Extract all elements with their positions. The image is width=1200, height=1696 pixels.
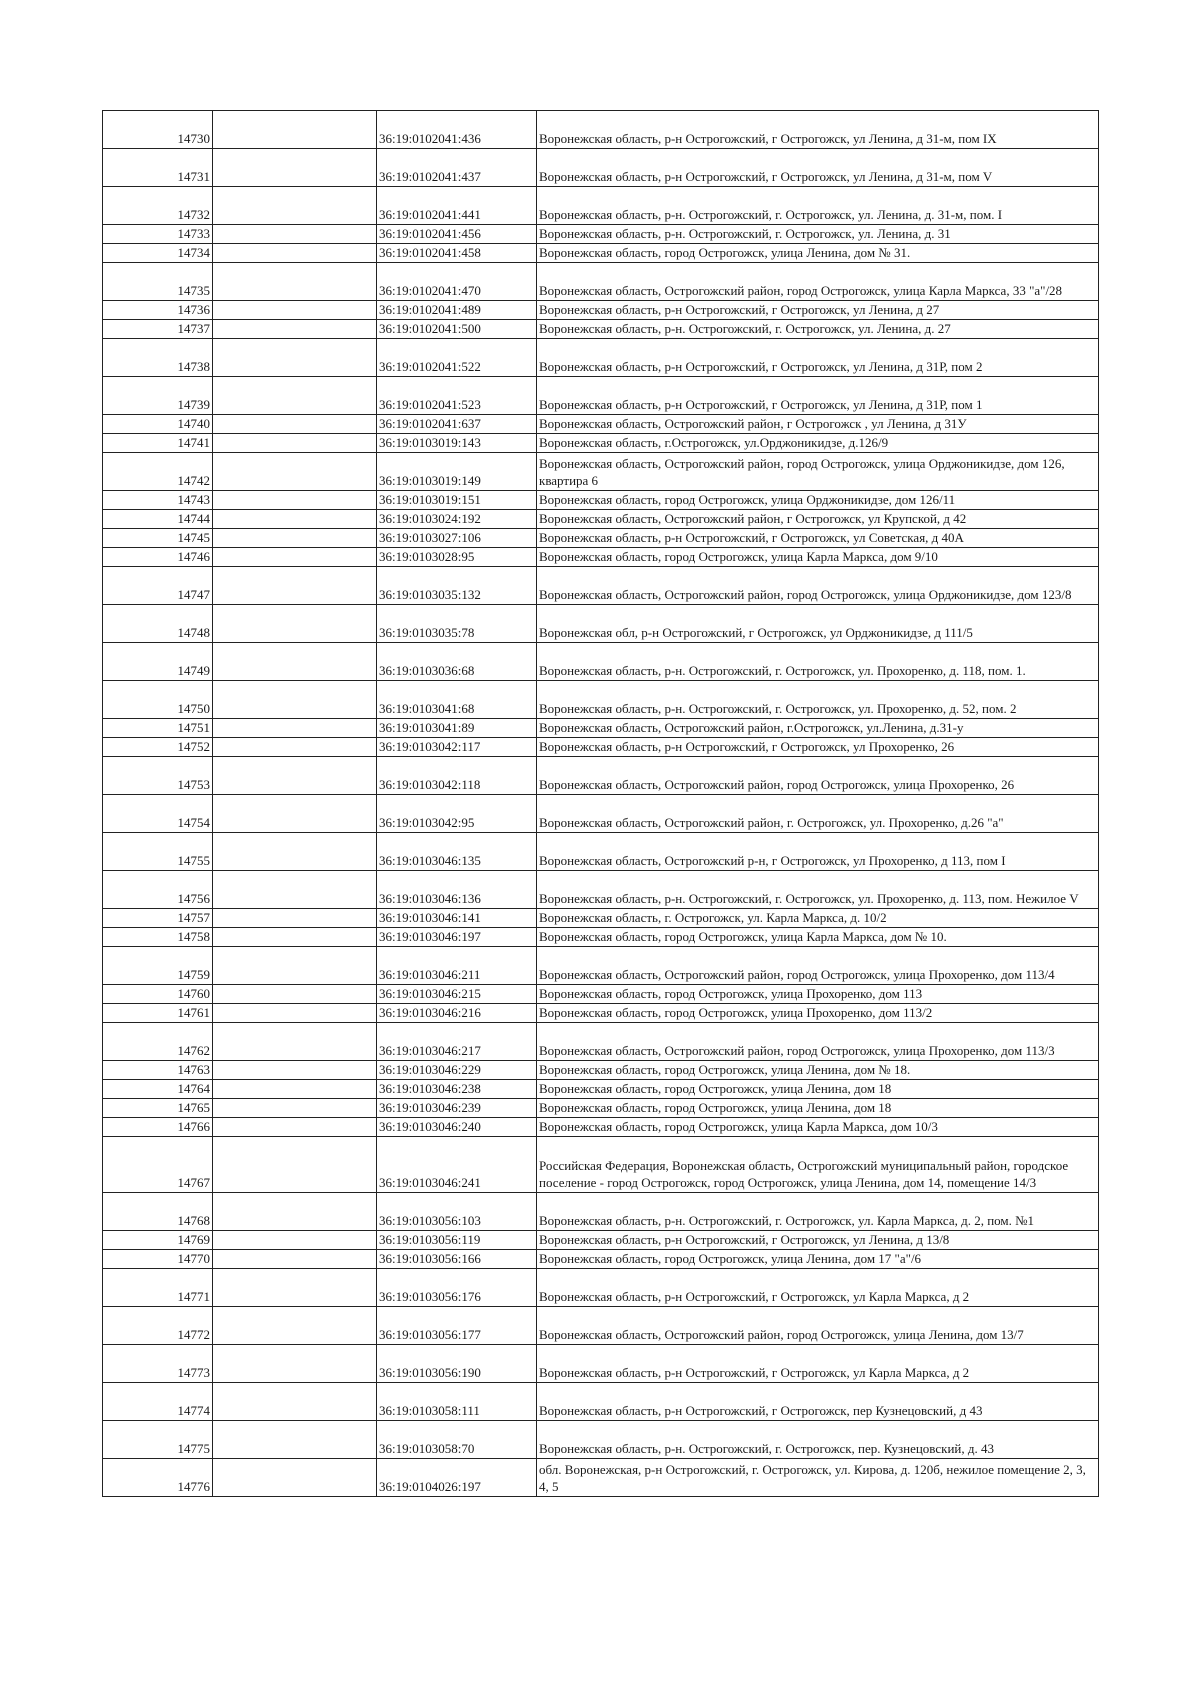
table-row: [103, 833, 1099, 871]
cadastral-number-cell: 36:19:0103056:103: [377, 1193, 537, 1231]
table-row: [103, 491, 1099, 510]
cadastral-number-cell: 36:19:0102041:500: [377, 320, 537, 339]
cadastral-number-cell: 36:19:0103042:95: [377, 795, 537, 833]
address-cell: Воронежская область, р-н Острогожский, г Острогожск, ул Ленина, д 31Р, пом 1: [537, 377, 1099, 415]
address-cell: Воронежская область, р-н. Острогожский, г. Острогожск, ул. Ленина, д. 31: [537, 225, 1099, 244]
empty-cell: [213, 1231, 377, 1250]
empty-cell: [213, 149, 377, 187]
row-number-cell: 14773: [103, 1345, 213, 1383]
row-number-cell: 14772: [103, 1307, 213, 1345]
cadastral-number-cell: 36:19:0102041:441: [377, 187, 537, 225]
cadastral-number-cell: 36:19:0102041:456: [377, 225, 537, 244]
address-cell: Воронежская область, город Острогожск, улица Ленина, дом № 31.: [537, 244, 1099, 263]
address-cell: Воронежская область, г. Острогожск, ул. Карла Маркса, д. 10/2: [537, 909, 1099, 928]
row-number-cell: 14731: [103, 149, 213, 187]
table-row: [103, 1307, 1099, 1345]
row-number-cell: 14740: [103, 415, 213, 434]
row-number-cell: 14767: [103, 1137, 213, 1193]
cadastral-number-cell: 36:19:0103035:78: [377, 605, 537, 643]
table-row: [103, 1250, 1099, 1269]
address-cell: Воронежская область, Острогожский район, город Острогожск, улица Орджоникидзе, дом 126, квартира 6: [537, 453, 1099, 491]
row-number-cell: 14733: [103, 225, 213, 244]
table-row: [103, 187, 1099, 225]
address-cell: Воронежская область, р-н Острогожский, г Острогожск, ул Ленина, д 27: [537, 301, 1099, 320]
empty-cell: [213, 529, 377, 548]
empty-cell: [213, 187, 377, 225]
cadastral-number-cell: 36:19:0102041:523: [377, 377, 537, 415]
cadastral-number-cell: 36:19:0102041:458: [377, 244, 537, 263]
empty-cell: [213, 1250, 377, 1269]
row-number-cell: 14744: [103, 510, 213, 529]
address-cell: Воронежская область, город Острогожск, улица Карла Маркса, дом 9/10: [537, 548, 1099, 567]
cadastral-number-cell: 36:19:0102041:489: [377, 301, 537, 320]
row-number-cell: 14775: [103, 1421, 213, 1459]
cadastral-number-cell: 36:19:0103036:68: [377, 643, 537, 681]
address-cell: Воронежская область, р-н. Острогожский, г. Острогожск, пер. Кузнецовский, д. 43: [537, 1421, 1099, 1459]
address-cell: Воронежская область, город Острогожск, улица Ленина, дом 18: [537, 1080, 1099, 1099]
empty-cell: [213, 1099, 377, 1118]
address-cell: Воронежская область, город Острогожск, улица Прохоренко, дом 113/2: [537, 1004, 1099, 1023]
table-row: [103, 244, 1099, 263]
row-number-cell: 14769: [103, 1231, 213, 1250]
table-row: [103, 301, 1099, 320]
empty-cell: [213, 567, 377, 605]
address-cell: Воронежская область, р-н Острогожский, г Острогожск, ул Прохоренко, 26: [537, 738, 1099, 757]
empty-cell: [213, 1118, 377, 1137]
address-cell: Воронежская область, р-н Острогожский, г Острогожск, ул Советская, д 40А: [537, 529, 1099, 548]
row-number-cell: 14737: [103, 320, 213, 339]
row-number-cell: 14748: [103, 605, 213, 643]
cadastral-number-cell: 36:19:0103041:89: [377, 719, 537, 738]
address-cell: Воронежская область, р-н Острогожский, г Острогожск, ул Ленина, д 31Р, пом 2: [537, 339, 1099, 377]
empty-cell: [213, 1137, 377, 1193]
address-cell: Воронежская область, Острогожский район, г Острогожск, ул Крупской, д 42: [537, 510, 1099, 529]
address-cell: Воронежская область, город Острогожск, улица Ленина, дом № 18.: [537, 1061, 1099, 1080]
row-number-cell: 14758: [103, 928, 213, 947]
cadastral-number-cell: 36:19:0103046:216: [377, 1004, 537, 1023]
empty-cell: [213, 339, 377, 377]
row-number-cell: 14752: [103, 738, 213, 757]
empty-cell: [213, 434, 377, 453]
address-cell: Воронежская область, р-н Острогожский, г Острогожск, ул Ленина, д 13/8: [537, 1231, 1099, 1250]
empty-cell: [213, 757, 377, 795]
table-row: [103, 339, 1099, 377]
row-number-cell: 14754: [103, 795, 213, 833]
address-cell: Воронежская обл, р-н Острогожский, г Острогожск, ул Орджоникидзе, д 111/5: [537, 605, 1099, 643]
address-cell: Воронежская область, город Острогожск, улица Орджоникидзе, дом 126/11: [537, 491, 1099, 510]
empty-cell: [213, 928, 377, 947]
table-row: [103, 510, 1099, 529]
cadastral-number-cell: 36:19:0103056:119: [377, 1231, 537, 1250]
row-number-cell: 14761: [103, 1004, 213, 1023]
cadastral-number-cell: 36:19:0102041:436: [377, 111, 537, 149]
address-cell: Воронежская область, Острогожский р-н, г Острогожск, ул Прохоренко, д 113, пом I: [537, 833, 1099, 871]
registry-table: [102, 110, 1099, 1497]
row-number-cell: 14749: [103, 643, 213, 681]
address-cell: Воронежская область, р-н. Острогожский, г. Острогожск, ул. Ленина, д. 31-м, пом. I: [537, 187, 1099, 225]
row-number-cell: 14732: [103, 187, 213, 225]
address-cell: Воронежская область, р-н. Острогожский, г. Острогожск, ул. Прохоренко, д. 113, пом. Нежилое V: [537, 871, 1099, 909]
cadastral-number-cell: 36:19:0103058:70: [377, 1421, 537, 1459]
address-cell: Воронежская область, город Острогожск, улица Ленина, дом 17 "а"/6: [537, 1250, 1099, 1269]
address-cell: Воронежская область, Острогожский район, г.Острогожск, ул.Ленина, д.31-у: [537, 719, 1099, 738]
address-cell: Воронежская область, город Острогожск, улица Карла Маркса, дом 10/3: [537, 1118, 1099, 1137]
empty-cell: [213, 833, 377, 871]
table-row: [103, 111, 1099, 149]
address-cell: Воронежская область, г.Острогожск, ул.Орджоникидзе, д.126/9: [537, 434, 1099, 453]
row-number-cell: 14766: [103, 1118, 213, 1137]
table-row: [103, 1023, 1099, 1061]
cadastral-number-cell: 36:19:0103046:217: [377, 1023, 537, 1061]
table-row: [103, 529, 1099, 548]
empty-cell: [213, 225, 377, 244]
empty-cell: [213, 1269, 377, 1307]
table-row: [103, 377, 1099, 415]
address-cell: Воронежская область, р-н. Острогожский, г. Острогожск, ул. Ленина, д. 27: [537, 320, 1099, 339]
empty-cell: [213, 1080, 377, 1099]
cadastral-number-cell: 36:19:0103056:190: [377, 1345, 537, 1383]
row-number-cell: 14750: [103, 681, 213, 719]
table-row: [103, 928, 1099, 947]
cadastral-number-cell: 36:19:0102041:637: [377, 415, 537, 434]
table-row: [103, 320, 1099, 339]
address-cell: Воронежская область, Острогожский район, город Острогожск, улица Прохоренко, дом 113/3: [537, 1023, 1099, 1061]
address-cell: Воронежская область, р-н. Острогожский, г. Острогожск, ул. Прохоренко, д. 118, пом. 1.: [537, 643, 1099, 681]
table-row: [103, 757, 1099, 795]
cadastral-number-cell: 36:19:0102041:470: [377, 263, 537, 301]
table-row: [103, 1080, 1099, 1099]
table-row: [103, 871, 1099, 909]
table-row: [103, 719, 1099, 738]
empty-cell: [213, 491, 377, 510]
empty-cell: [213, 1383, 377, 1421]
address-cell: Воронежская область, Острогожский район, город Острогожск, улица Ленина, дом 13/7: [537, 1307, 1099, 1345]
table-row: [103, 1345, 1099, 1383]
table-row: [103, 795, 1099, 833]
row-number-cell: 14765: [103, 1099, 213, 1118]
row-number-cell: 14759: [103, 947, 213, 985]
table-row: [103, 1459, 1099, 1497]
table-row: [103, 1137, 1099, 1193]
row-number-cell: 14736: [103, 301, 213, 320]
cadastral-number-cell: 36:19:0103028:95: [377, 548, 537, 567]
address-cell: Воронежская область, р-н. Острогожский, г. Острогожск, ул. Прохоренко, д. 52, пом. 2: [537, 681, 1099, 719]
cadastral-number-cell: 36:19:0103019:143: [377, 434, 537, 453]
empty-cell: [213, 244, 377, 263]
cadastral-number-cell: 36:19:0103046:197: [377, 928, 537, 947]
table-row: [103, 1004, 1099, 1023]
address-cell: обл. Воронежская, р-н Острогожский, г. Острогожск, ул. Кирова, д. 120б, нежилое помещение 2, 3, 4, 5: [537, 1459, 1099, 1497]
empty-cell: [213, 320, 377, 339]
row-number-cell: 14742: [103, 453, 213, 491]
cadastral-number-cell: 36:19:0102041:522: [377, 339, 537, 377]
empty-cell: [213, 643, 377, 681]
table-row: [103, 548, 1099, 567]
row-number-cell: 14770: [103, 1250, 213, 1269]
empty-cell: [213, 985, 377, 1004]
address-cell: Воронежская область, город Острогожск, улица Карла Маркса, дом № 10.: [537, 928, 1099, 947]
empty-cell: [213, 453, 377, 491]
empty-cell: [213, 1307, 377, 1345]
row-number-cell: 14755: [103, 833, 213, 871]
address-cell: Российская Федерация, Воронежская область, Острогожский муниципальный район, городское поселение - город Острогожск, город Острогожск, улица Ленина, дом 14, помещение 14/3: [537, 1137, 1099, 1193]
empty-cell: [213, 1421, 377, 1459]
empty-cell: [213, 548, 377, 567]
empty-cell: [213, 301, 377, 320]
cadastral-number-cell: 36:19:0103056:176: [377, 1269, 537, 1307]
empty-cell: [213, 1004, 377, 1023]
row-number-cell: 14735: [103, 263, 213, 301]
address-cell: Воронежская область, Острогожский район, город Острогожск, улица Карла Маркса, 33 "а"/28: [537, 263, 1099, 301]
address-cell: Воронежская область, Острогожский район, г Острогожск , ул Ленина, д 31У: [537, 415, 1099, 434]
table-row: [103, 605, 1099, 643]
row-number-cell: 14760: [103, 985, 213, 1004]
cadastral-number-cell: 36:19:0103046:141: [377, 909, 537, 928]
empty-cell: [213, 605, 377, 643]
address-cell: Воронежская область, Острогожский район, г. Острогожск, ул. Прохоренко, д.26 "а": [537, 795, 1099, 833]
cadastral-number-cell: 36:19:0103041:68: [377, 681, 537, 719]
table-row: [103, 643, 1099, 681]
cadastral-number-cell: 36:19:0103056:177: [377, 1307, 537, 1345]
row-number-cell: 14757: [103, 909, 213, 928]
table-row: [103, 149, 1099, 187]
row-number-cell: 14746: [103, 548, 213, 567]
address-cell: Воронежская область, Острогожский район, город Острогожск, улица Прохоренко, 26: [537, 757, 1099, 795]
table-row: [103, 681, 1099, 719]
table-row: [103, 1118, 1099, 1137]
empty-cell: [213, 510, 377, 529]
row-number-cell: 14739: [103, 377, 213, 415]
cadastral-number-cell: 36:19:0103046:238: [377, 1080, 537, 1099]
row-number-cell: 14774: [103, 1383, 213, 1421]
row-number-cell: 14743: [103, 491, 213, 510]
table-row: [103, 415, 1099, 434]
cadastral-number-cell: 36:19:0103056:166: [377, 1250, 537, 1269]
registry-sheet: [102, 110, 1098, 1497]
address-cell: Воронежская область, р-н Острогожский, г Острогожск, ул Карла Маркса, д 2: [537, 1269, 1099, 1307]
row-number-cell: 14753: [103, 757, 213, 795]
empty-cell: [213, 377, 377, 415]
empty-cell: [213, 738, 377, 757]
address-cell: Воронежская область, р-н Острогожский, г Острогожск, ул Карла Маркса, д 2: [537, 1345, 1099, 1383]
cadastral-number-cell: 36:19:0103024:192: [377, 510, 537, 529]
address-cell: Воронежская область, Острогожский район, город Острогожск, улица Прохоренко, дом 113/4: [537, 947, 1099, 985]
table-row: [103, 263, 1099, 301]
row-number-cell: 14751: [103, 719, 213, 738]
cadastral-number-cell: 36:19:0103046:215: [377, 985, 537, 1004]
cadastral-number-cell: 36:19:0103042:118: [377, 757, 537, 795]
row-number-cell: 14734: [103, 244, 213, 263]
row-number-cell: 14771: [103, 1269, 213, 1307]
address-cell: Воронежская область, р-н Острогожский, г Острогожск, ул Ленина, д 31-м, пом V: [537, 149, 1099, 187]
row-number-cell: 14756: [103, 871, 213, 909]
address-cell: Воронежская область, город Острогожск, улица Прохоренко, дом 113: [537, 985, 1099, 1004]
empty-cell: [213, 1345, 377, 1383]
cadastral-number-cell: 36:19:0103046:239: [377, 1099, 537, 1118]
empty-cell: [213, 1061, 377, 1080]
row-number-cell: 14738: [103, 339, 213, 377]
table-row: [103, 985, 1099, 1004]
table-row: [103, 738, 1099, 757]
cadastral-number-cell: 36:19:0103046:136: [377, 871, 537, 909]
address-cell: Воронежская область, р-н Острогожский, г Острогожск, ул Ленина, д 31-м, пом IX: [537, 111, 1099, 149]
empty-cell: [213, 719, 377, 738]
address-cell: Воронежская область, город Острогожск, улица Ленина, дом 18: [537, 1099, 1099, 1118]
empty-cell: [213, 947, 377, 985]
cadastral-number-cell: 36:19:0103058:111: [377, 1383, 537, 1421]
empty-cell: [213, 415, 377, 434]
cadastral-number-cell: 36:19:0104026:197: [377, 1459, 537, 1497]
cadastral-number-cell: 36:19:0103046:240: [377, 1118, 537, 1137]
empty-cell: [213, 681, 377, 719]
address-cell: Воронежская область, р-н Острогожский, г Острогожск, пер Кузнецовский, д 43: [537, 1383, 1099, 1421]
table-row: [103, 1099, 1099, 1118]
registry-table-body: [103, 111, 1099, 1497]
empty-cell: [213, 263, 377, 301]
empty-cell: [213, 111, 377, 149]
cadastral-number-cell: 36:19:0103019:151: [377, 491, 537, 510]
table-row: [103, 225, 1099, 244]
empty-cell: [213, 1193, 377, 1231]
address-cell: Воронежская область, р-н. Острогожский, г. Острогожск, ул. Карла Маркса, д. 2, пом. №1: [537, 1193, 1099, 1231]
row-number-cell: 14763: [103, 1061, 213, 1080]
cadastral-number-cell: 36:19:0103046:211: [377, 947, 537, 985]
cadastral-number-cell: 36:19:0103046:135: [377, 833, 537, 871]
row-number-cell: 14776: [103, 1459, 213, 1497]
cadastral-number-cell: 36:19:0103046:241: [377, 1137, 537, 1193]
empty-cell: [213, 909, 377, 928]
cadastral-number-cell: 36:19:0103046:229: [377, 1061, 537, 1080]
cadastral-number-cell: 36:19:0103035:132: [377, 567, 537, 605]
table-row: [103, 567, 1099, 605]
table-row: [103, 1383, 1099, 1421]
cadastral-number-cell: 36:19:0102041:437: [377, 149, 537, 187]
row-number-cell: 14747: [103, 567, 213, 605]
table-row: [103, 947, 1099, 985]
row-number-cell: 14764: [103, 1080, 213, 1099]
row-number-cell: 14768: [103, 1193, 213, 1231]
empty-cell: [213, 871, 377, 909]
empty-cell: [213, 1459, 377, 1497]
table-row: [103, 434, 1099, 453]
cadastral-number-cell: 36:19:0103019:149: [377, 453, 537, 491]
table-row: [103, 1421, 1099, 1459]
cadastral-number-cell: 36:19:0103027:106: [377, 529, 537, 548]
cadastral-number-cell: 36:19:0103042:117: [377, 738, 537, 757]
empty-cell: [213, 795, 377, 833]
table-row: [103, 453, 1099, 491]
table-row: [103, 1061, 1099, 1080]
table-row: [103, 909, 1099, 928]
empty-cell: [213, 1023, 377, 1061]
row-number-cell: 14745: [103, 529, 213, 548]
table-row: [103, 1231, 1099, 1250]
address-cell: Воронежская область, Острогожский район, город Острогожск, улица Орджоникидзе, дом 123/8: [537, 567, 1099, 605]
table-row: [103, 1269, 1099, 1307]
table-row: [103, 1193, 1099, 1231]
row-number-cell: 14730: [103, 111, 213, 149]
row-number-cell: 14762: [103, 1023, 213, 1061]
row-number-cell: 14741: [103, 434, 213, 453]
